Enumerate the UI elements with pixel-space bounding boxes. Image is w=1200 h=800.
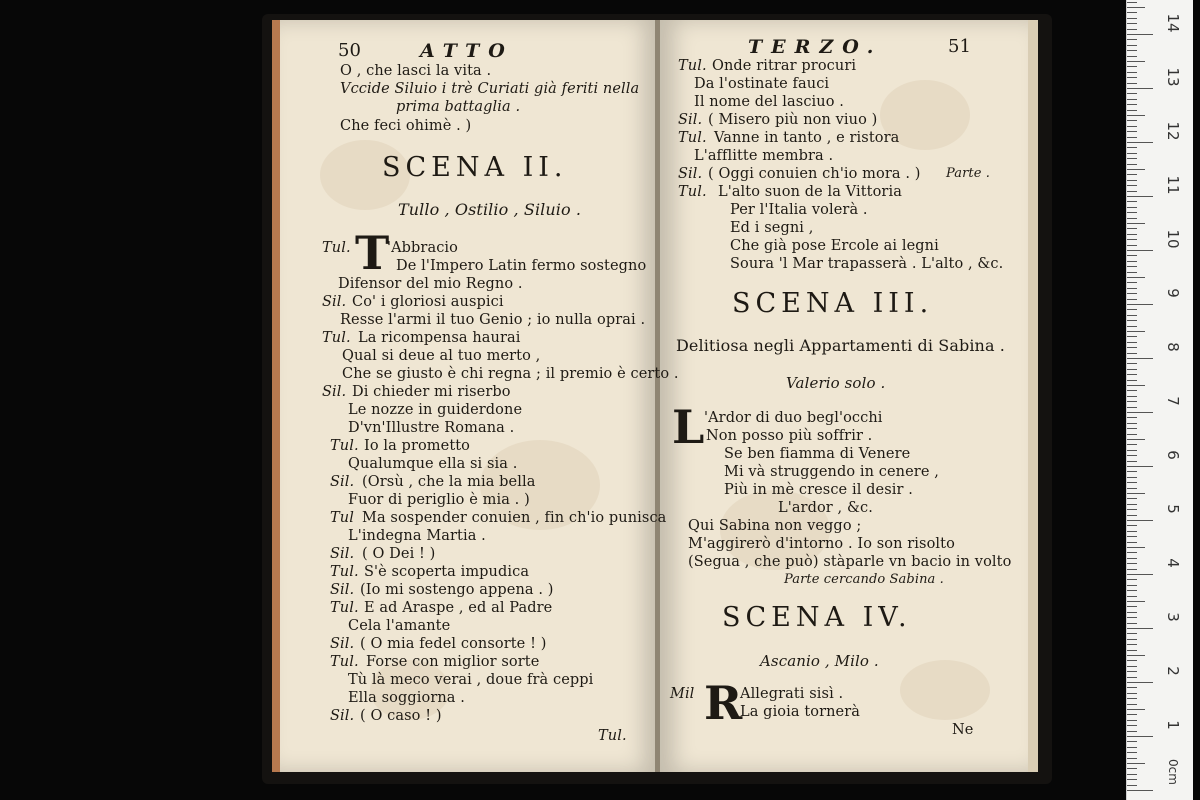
ruler-tick	[1127, 277, 1145, 278]
running-head: TERZO.	[748, 36, 883, 58]
dialogue-line: Soura 'l Mar trapasserà . L'alto , &c.	[730, 256, 1004, 272]
ruler-tick	[1127, 698, 1137, 699]
stage-direction: Vccide Siluio i trè Curiati già feriti nella	[340, 81, 640, 97]
ruler-tick	[1127, 628, 1153, 629]
speaker: Sil.	[330, 582, 355, 598]
scene-title: SCENA III.	[732, 288, 934, 319]
ruler-tick	[1127, 709, 1145, 710]
ruler-tick	[1127, 137, 1137, 138]
ruler-tick	[1127, 347, 1137, 348]
ruler-number: 9	[1164, 288, 1182, 298]
dialogue-line: L'afflitte membra .	[694, 148, 834, 164]
ruler-tick	[1127, 309, 1137, 310]
speaker: Sil.	[330, 708, 355, 724]
ruler-tick	[1127, 390, 1137, 391]
ruler-tick	[1127, 714, 1137, 715]
ruler-tick	[1127, 758, 1137, 759]
speaker: Tul.	[330, 438, 359, 454]
ruler-tick	[1127, 606, 1137, 607]
scene-title: SCENA IV.	[722, 602, 912, 633]
exit-note: Parte .	[946, 166, 991, 181]
ruler-tick	[1127, 536, 1137, 537]
ruler-tick	[1127, 56, 1137, 57]
speaker: Tul	[330, 510, 354, 526]
dialogue-line: Tù là meco verai , doue frà ceppi	[348, 672, 594, 688]
dialogue-line: La ricompensa haurai	[358, 330, 521, 346]
ruler-tick	[1127, 369, 1137, 370]
ruler-tick	[1127, 272, 1137, 273]
speaker: Sil.	[678, 112, 703, 128]
ruler-tick	[1127, 158, 1137, 159]
speaker: Sil.	[330, 474, 355, 490]
ruler-number: 8	[1164, 342, 1182, 352]
ruler-tick	[1127, 633, 1137, 634]
stage-direction: Parte cercando Sabina .	[784, 572, 944, 587]
verse-line: Più in mè cresce il desir .	[724, 482, 913, 498]
ruler-tick	[1127, 515, 1137, 516]
dialogue-line: De l'Impero Latin fermo sostegno	[396, 258, 647, 274]
ruler-tick	[1127, 77, 1137, 78]
verse-line: L'ardor , &c.	[778, 500, 873, 516]
ruler-tick	[1127, 596, 1137, 597]
speaker: Tul.	[330, 600, 359, 616]
speaker: Mil	[670, 686, 695, 702]
ruler-tick	[1127, 720, 1137, 721]
running-head: ATTO	[420, 40, 514, 62]
verse-line: 'Ardor di duo begl'occhi	[704, 410, 883, 426]
ruler-tick	[1127, 88, 1153, 89]
ruler-tick	[1127, 623, 1137, 624]
ruler-tick	[1127, 498, 1137, 499]
ruler-number: 0cm	[1166, 759, 1180, 785]
ruler-tick	[1127, 110, 1137, 111]
dialogue-line: 'Abbracio	[387, 240, 458, 256]
ruler-tick	[1127, 639, 1137, 640]
ruler-tick	[1127, 482, 1137, 483]
dialogue-line: Il nome del lasciuo .	[694, 94, 844, 110]
drop-cap: R	[704, 676, 743, 730]
dialogue-line: Io la prometto	[364, 438, 471, 454]
ruler-tick	[1127, 552, 1137, 553]
ruler-number: 10	[1164, 229, 1182, 249]
ruler-tick	[1127, 126, 1137, 127]
verse-line: Allegrati sisì .	[740, 686, 844, 702]
drop-cap: T	[355, 226, 390, 280]
ruler-tick	[1127, 212, 1137, 213]
ruler-tick	[1127, 725, 1137, 726]
ruler-tick	[1127, 547, 1145, 548]
ruler-tick	[1127, 99, 1137, 100]
paper-stain	[900, 660, 990, 720]
scene-setting: Delitiosa negli Appartamenti di Sabina .	[676, 336, 1005, 355]
ruler-number: 3	[1164, 612, 1182, 622]
speaker: Tul.	[330, 654, 359, 670]
verse-line: Mi và struggendo in cenere ,	[724, 464, 939, 480]
ruler-number: 14	[1164, 13, 1182, 33]
ruler-tick	[1127, 493, 1145, 494]
ruler-tick	[1127, 579, 1137, 580]
ruler-tick	[1127, 671, 1137, 672]
ruler-tick	[1127, 282, 1137, 283]
ruler-tick	[1127, 428, 1137, 429]
ruler-tick	[1127, 7, 1145, 8]
ruler-tick	[1127, 261, 1137, 262]
scene-characters: Ascanio , Milo .	[760, 652, 879, 670]
dialogue-line: Che già pose Ercole ai legni	[730, 238, 939, 254]
ruler-tick	[1127, 201, 1137, 202]
ruler-tick	[1127, 18, 1137, 19]
ruler-tick	[1127, 358, 1153, 359]
ruler-tick	[1127, 779, 1137, 780]
ruler-tick	[1127, 93, 1137, 94]
ruler-tick	[1127, 266, 1137, 267]
ruler-number: 1	[1164, 720, 1182, 730]
speaker: Sil.	[322, 384, 347, 400]
ruler-tick	[1127, 617, 1137, 618]
dialogue-line: Co' i gloriosi auspici	[352, 294, 504, 310]
ruler-tick	[1127, 450, 1137, 451]
speaker: Tul.	[322, 240, 351, 256]
scene-title: SCENA II.	[382, 152, 568, 183]
ruler-tick	[1127, 223, 1145, 224]
ruler-tick	[1127, 477, 1137, 478]
ruler-tick	[1127, 2, 1137, 3]
dialogue-line: Ed i segni ,	[730, 220, 814, 236]
ruler-tick	[1127, 785, 1137, 786]
ruler-tick	[1127, 39, 1137, 40]
ruler-tick	[1127, 601, 1145, 602]
stage-direction: prima battaglia .	[396, 99, 521, 115]
text-line: Che feci ohimè . )	[340, 118, 472, 134]
dialogue-line: (Io mi sostengo appena . )	[360, 582, 554, 598]
ruler-number: 6	[1164, 450, 1182, 460]
ruler-tick	[1127, 228, 1137, 229]
ruler-tick	[1127, 790, 1153, 791]
ruler-tick	[1127, 326, 1137, 327]
ruler-tick	[1127, 315, 1137, 316]
dialogue-line: Qualumque ella si sia .	[348, 456, 518, 472]
ruler-tick	[1127, 488, 1137, 489]
ruler-number: 2	[1164, 666, 1182, 676]
ruler-tick	[1127, 666, 1137, 667]
ruler-tick	[1127, 131, 1137, 132]
ruler-tick	[1127, 164, 1137, 165]
ruler-tick	[1127, 147, 1137, 148]
ruler-tick	[1127, 72, 1137, 73]
ruler-number: 5	[1164, 504, 1182, 514]
dialogue-line: ( Oggi conuien ch'io mora . )	[708, 166, 921, 182]
ruler-tick	[1127, 180, 1137, 181]
speaker: Sil.	[330, 546, 355, 562]
ruler-tick	[1127, 396, 1137, 397]
ruler-tick	[1127, 417, 1137, 418]
ruler-number: 7	[1164, 396, 1182, 406]
dialogue-line: ( O Dei ! )	[362, 546, 436, 562]
ruler-number: 4	[1164, 558, 1182, 568]
verse-line: (Segua , che può) stàparle vn bacio in volto	[688, 554, 1012, 570]
speaker: Tul.	[678, 130, 707, 146]
ruler-tick	[1127, 644, 1137, 645]
dialogue-line: S'è scoperta impudica	[364, 564, 530, 580]
dialogue-line: Forse con miglior sorte	[366, 654, 540, 670]
ruler-tick	[1127, 104, 1137, 105]
ruler-tick	[1127, 466, 1153, 467]
verse-line: Se ben fiamma di Venere	[724, 446, 911, 462]
ruler-tick	[1127, 693, 1137, 694]
page-number: 51	[948, 36, 972, 57]
ruler-tick	[1127, 336, 1137, 337]
ruler-tick	[1127, 304, 1153, 305]
ruler-tick	[1127, 504, 1137, 505]
catchword: Ne	[952, 722, 974, 738]
ruler-tick	[1127, 763, 1145, 764]
ruler-tick	[1127, 731, 1137, 732]
dialogue-line: E ad Araspe , ed al Padre	[364, 600, 553, 616]
verse-line: La gioia tornerà	[740, 704, 861, 720]
ruler-tick	[1127, 682, 1153, 683]
measuring-ruler	[1126, 0, 1193, 800]
ruler-tick	[1127, 531, 1137, 532]
ruler-tick	[1127, 585, 1137, 586]
ruler-tick	[1127, 207, 1137, 208]
dialogue-line: (Orsù , che la mia bella	[362, 474, 536, 490]
ruler-tick	[1127, 444, 1137, 445]
verse-line: Non posso più soffrir .	[706, 428, 873, 444]
ruler-tick	[1127, 434, 1137, 435]
dialogue-line: ( O caso ! )	[360, 708, 442, 724]
scene-characters: Valerio solo .	[786, 374, 886, 392]
speaker: Sil.	[678, 166, 703, 182]
dialogue-line: Che se giusto è chi regna ; il premio è certo .	[342, 366, 679, 382]
ruler-tick	[1127, 245, 1137, 246]
ruler-tick	[1127, 353, 1137, 354]
ruler-tick	[1127, 612, 1137, 613]
ruler-tick	[1127, 234, 1137, 235]
dialogue-line: Cela l'amante	[348, 618, 451, 634]
dialogue-line: Resse l'armi il tuo Genio ; io nulla oprai .	[340, 312, 646, 328]
ruler-number: 11	[1164, 175, 1182, 195]
catchword: Tul.	[598, 728, 627, 744]
ruler-tick	[1127, 569, 1137, 570]
ruler-tick	[1127, 12, 1137, 13]
ruler-tick	[1127, 412, 1153, 413]
ruler-tick	[1127, 250, 1153, 251]
dialogue-line: Vanne in tanto , e ristora	[714, 130, 900, 146]
dialogue-line: D'vn'Illustre Romana .	[348, 420, 515, 436]
ruler-tick	[1127, 660, 1137, 661]
speaker: Tul.	[330, 564, 359, 580]
ruler-tick	[1127, 61, 1145, 62]
dialogue-line: Ma sospender conuien , fin ch'io punisca	[362, 510, 667, 526]
ruler-tick	[1127, 385, 1145, 386]
ruler-tick	[1127, 461, 1137, 462]
dialogue-line: ( Misero più non viuo )	[708, 112, 878, 128]
ruler-tick	[1127, 218, 1137, 219]
dialogue-line: Le nozze in guiderdone	[348, 402, 523, 418]
ruler-tick	[1127, 401, 1137, 402]
speaker: Sil.	[330, 636, 355, 652]
ruler-tick	[1127, 50, 1137, 51]
ruler-tick	[1127, 342, 1137, 343]
ruler-tick	[1127, 423, 1137, 424]
ruler-tick	[1127, 747, 1137, 748]
ruler-tick	[1127, 29, 1137, 30]
ruler-tick	[1127, 558, 1137, 559]
dialogue-line: Ella soggiorna .	[348, 690, 465, 706]
ruler-tick	[1127, 331, 1145, 332]
ruler-tick	[1127, 542, 1137, 543]
ruler-tick	[1127, 174, 1137, 175]
dialogue-line: Qual si deue al tuo merto ,	[342, 348, 541, 364]
ruler-tick	[1127, 704, 1137, 705]
ruler-tick	[1127, 439, 1145, 440]
page-number: 50	[338, 40, 362, 61]
dialogue-line: Fuor di periglio è mia . )	[348, 492, 530, 508]
verse-line: M'aggirerò d'intorno . Io son risolto	[688, 536, 955, 552]
ruler-tick	[1127, 768, 1137, 769]
ruler-tick	[1127, 142, 1153, 143]
ruler-tick	[1127, 363, 1137, 364]
ruler-tick	[1127, 736, 1153, 737]
ruler-tick	[1127, 574, 1153, 575]
dialogue-line: L'indegna Martia .	[348, 528, 486, 544]
dialogue-line: L'alto suon de la Vittoria	[718, 184, 902, 200]
ruler-number: 13	[1164, 67, 1182, 87]
ruler-tick	[1127, 115, 1145, 116]
ruler-tick	[1127, 380, 1137, 381]
ruler-tick	[1127, 509, 1137, 510]
ruler-tick	[1127, 191, 1137, 192]
dialogue-line: Onde ritrar procuri	[712, 58, 857, 74]
ruler-tick	[1127, 471, 1137, 472]
ruler-tick	[1127, 752, 1137, 753]
ruler-tick	[1127, 650, 1137, 651]
dialogue-line: Di chieder mi riserbo	[352, 384, 511, 400]
dialogue-line: Per l'Italia volerà .	[730, 202, 868, 218]
drop-cap: L	[672, 400, 705, 454]
text-line: O , che lasci la vita .	[340, 63, 492, 79]
speaker: Tul.	[322, 330, 351, 346]
ruler-tick	[1127, 34, 1153, 35]
ruler-tick	[1127, 185, 1137, 186]
ruler-tick	[1127, 239, 1137, 240]
ruler-tick	[1127, 655, 1145, 656]
ruler-tick	[1127, 255, 1137, 256]
ruler-tick	[1127, 374, 1137, 375]
ruler-tick	[1127, 45, 1137, 46]
dialogue-line: ( O mia fedel consorte ! )	[360, 636, 547, 652]
dialogue-line: Da l'ostinate fauci	[694, 76, 830, 92]
ruler-tick	[1127, 299, 1137, 300]
ruler-tick	[1127, 83, 1137, 84]
ruler-tick	[1127, 520, 1153, 521]
ruler-tick	[1127, 320, 1137, 321]
ruler-tick	[1127, 169, 1145, 170]
ruler-tick	[1127, 293, 1137, 294]
ruler-tick	[1127, 590, 1137, 591]
ruler-tick	[1127, 120, 1137, 121]
ruler-tick	[1127, 687, 1137, 688]
speaker: Tul.	[678, 184, 707, 200]
dialogue-line: Difensor del mio Regno .	[338, 276, 523, 292]
ruler-tick	[1127, 525, 1137, 526]
ruler-tick	[1127, 407, 1137, 408]
verse-line: Qui Sabina non veggo ;	[688, 518, 862, 534]
speaker: Sil.	[322, 294, 347, 310]
ruler-tick	[1127, 455, 1137, 456]
ruler-tick	[1127, 741, 1137, 742]
ruler-tick	[1127, 677, 1137, 678]
ruler-tick	[1127, 563, 1137, 564]
ruler-number: 12	[1164, 121, 1182, 141]
ruler-tick	[1127, 23, 1137, 24]
ruler-tick	[1127, 153, 1137, 154]
ruler-tick	[1127, 774, 1137, 775]
speaker: Tul.	[678, 58, 707, 74]
ruler-tick	[1127, 196, 1153, 197]
scene-characters: Tullo , Ostilio , Siluio .	[398, 200, 582, 219]
ruler-tick	[1127, 66, 1137, 67]
ruler-tick	[1127, 288, 1137, 289]
